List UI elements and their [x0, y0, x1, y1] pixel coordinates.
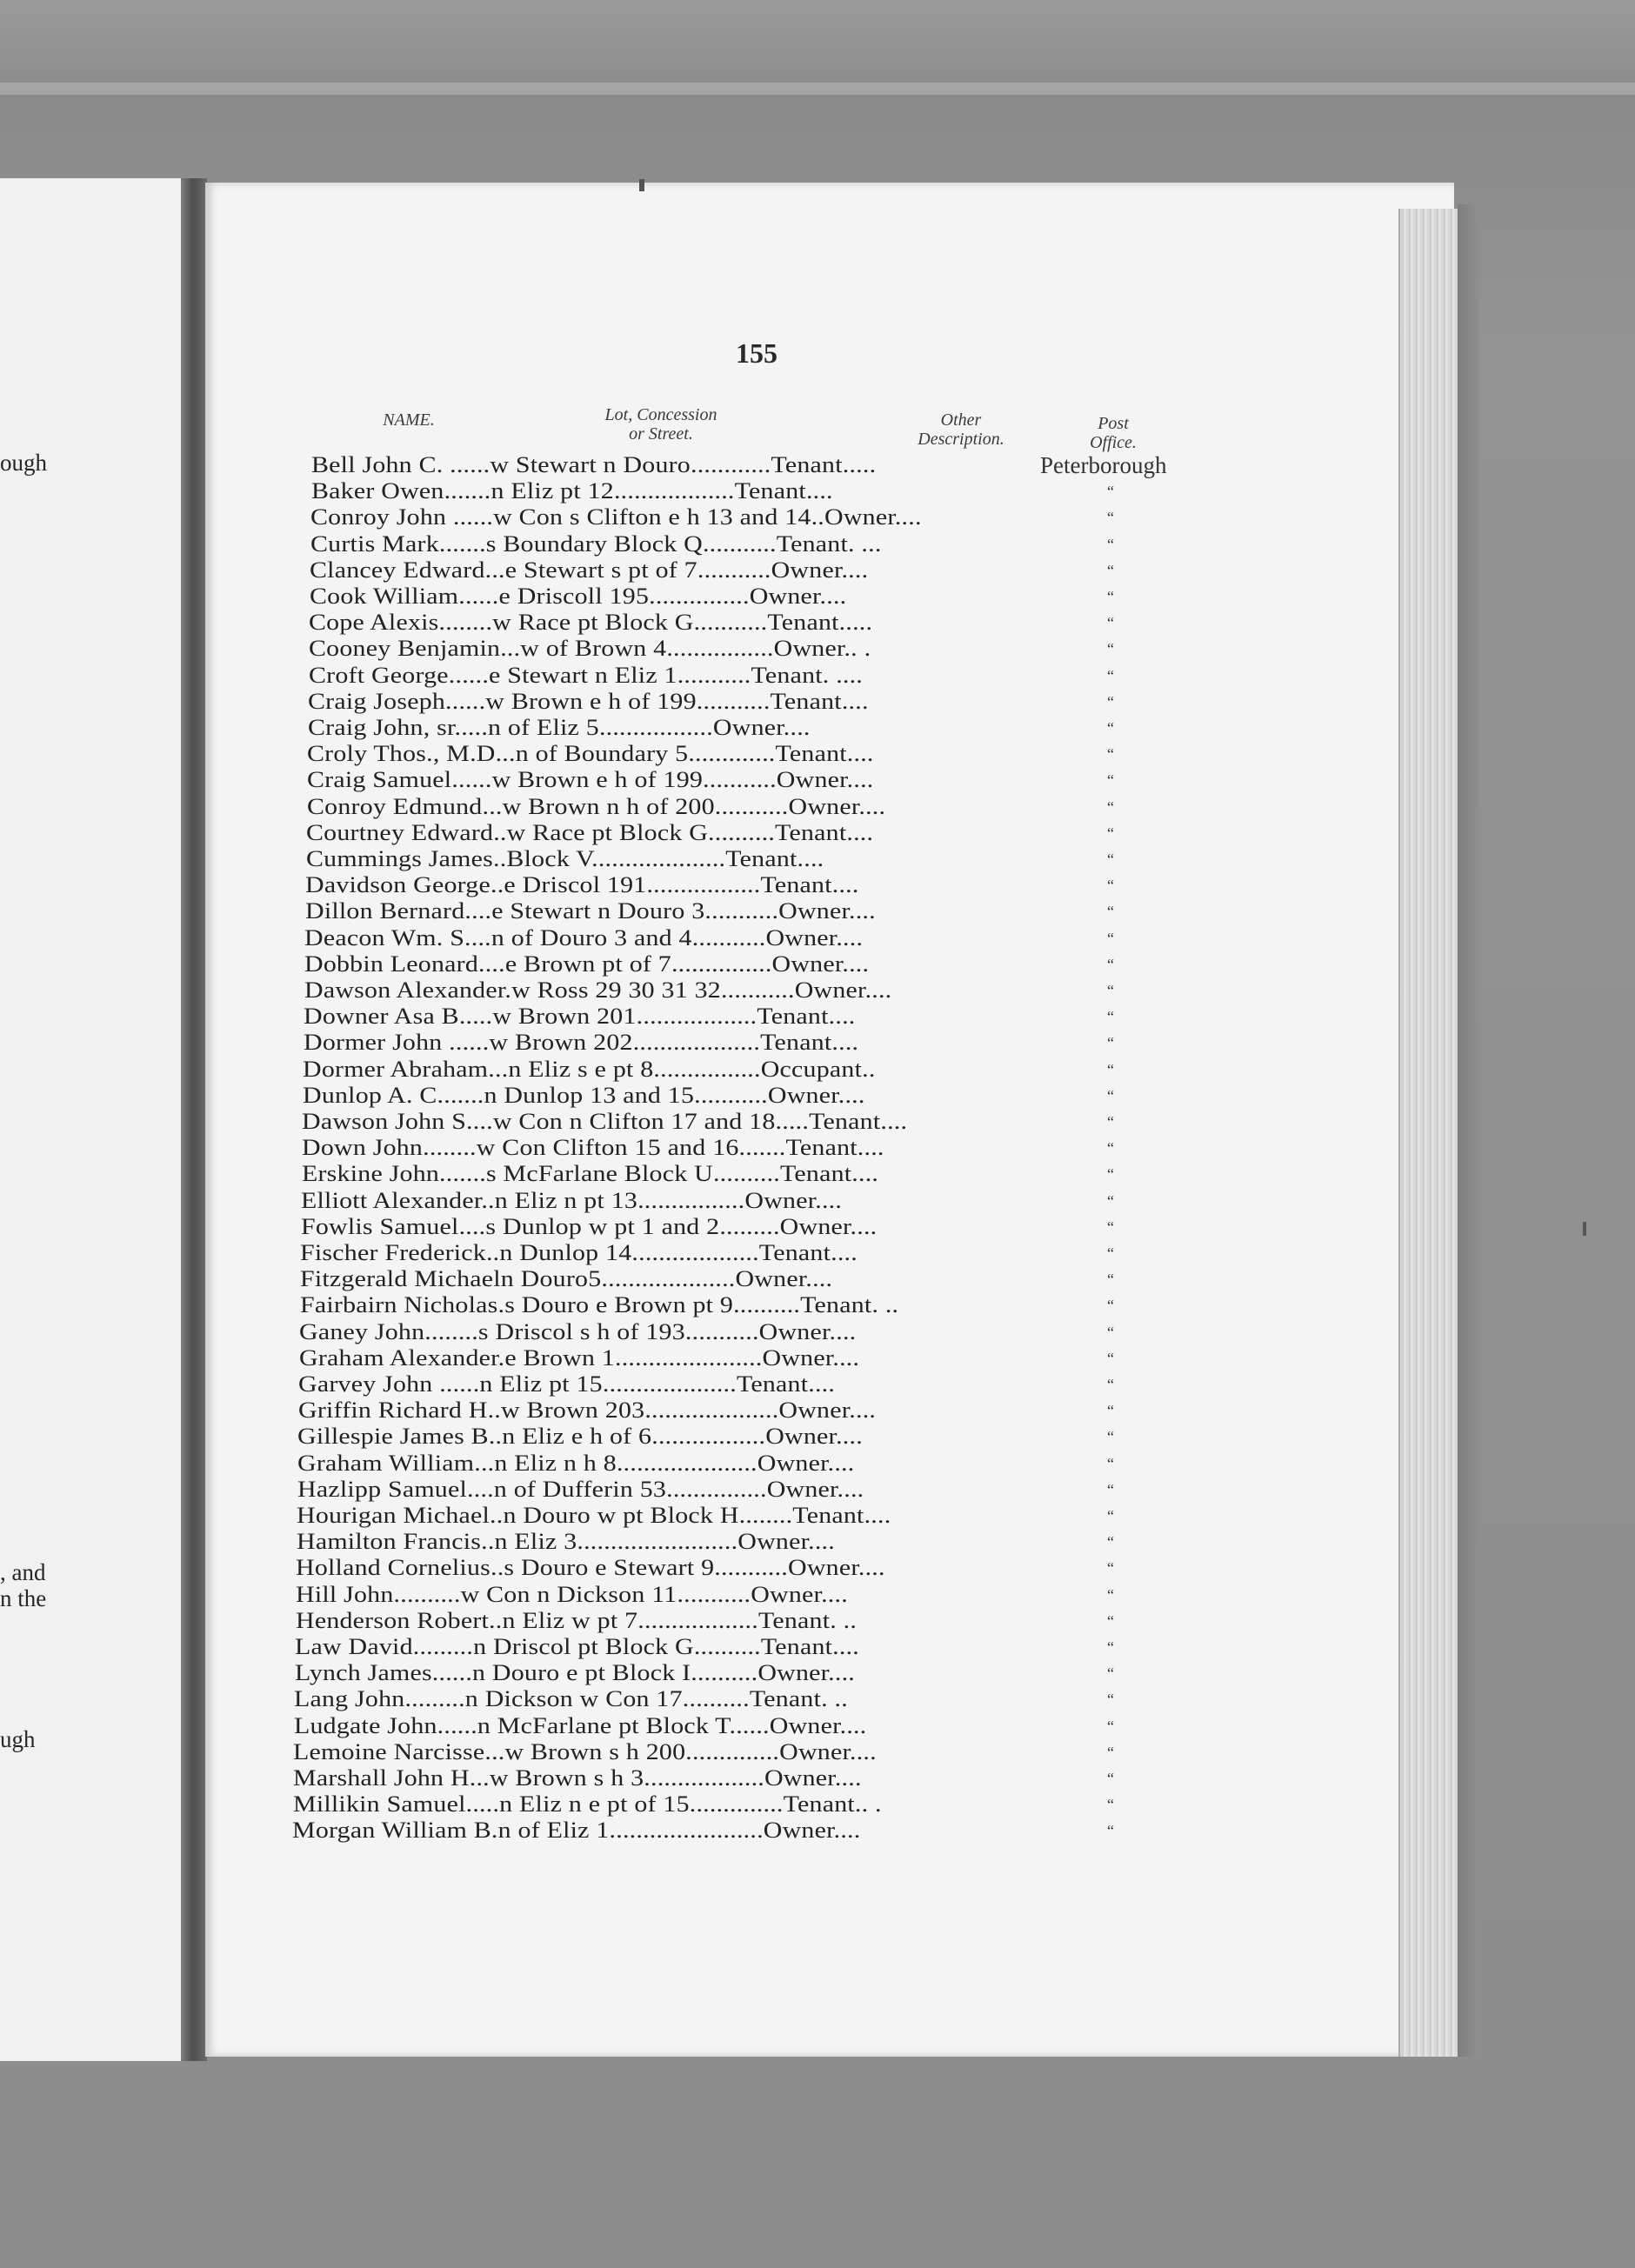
- entry-text: Fischer Frederick..n Dunlop 14...................Tenant....: [300, 1240, 858, 1265]
- post-office: “: [1107, 509, 1114, 526]
- entry-text: Cummings James..Block V....................Tenant....: [306, 846, 824, 871]
- post-office: Peterborough: [1040, 452, 1167, 478]
- post-office: “: [1107, 1008, 1114, 1025]
- directory-row: [311, 452, 1167, 478]
- entry-text: Hourigan Michael..n Douro w pt Block H........Tenant....: [297, 1503, 891, 1528]
- directory-row: [307, 794, 1114, 820]
- directory-row: [304, 1030, 1114, 1056]
- entry-text: Dormer John ......w Brown 202...................Tenant....: [304, 1030, 859, 1055]
- post-office: “: [1107, 1192, 1114, 1210]
- post-office: “: [1107, 1324, 1114, 1341]
- post-office: “: [1107, 745, 1114, 763]
- left-page-fragment: ugh: [0, 1726, 36, 1752]
- directory-row: [304, 1004, 1114, 1030]
- post-office: “: [1107, 719, 1114, 737]
- directory-row: [293, 1765, 1114, 1791]
- post-office: “: [1107, 771, 1114, 789]
- entry-text: Craig Samuel......w Brown e h of 199...........Owner....: [307, 767, 874, 792]
- scan-band: [0, 83, 1635, 95]
- directory-row: [308, 689, 1114, 715]
- post-office: “: [1107, 930, 1114, 947]
- post-office: “: [1107, 1218, 1114, 1236]
- directory-row: [304, 951, 1114, 977]
- header-post-line1: Post: [1098, 414, 1129, 433]
- post-office: “: [1107, 850, 1114, 868]
- directory-row: [305, 898, 1114, 924]
- post-office: “: [1107, 1034, 1114, 1051]
- post-office: “: [1107, 1718, 1114, 1735]
- entry-text: Marshall John H...w Brown s h 3..................Owner....: [293, 1765, 862, 1791]
- directory-row: [297, 1503, 1114, 1529]
- directory-row: [297, 1529, 1114, 1555]
- post-office: “: [1107, 1165, 1114, 1183]
- post-office: “: [1107, 903, 1114, 920]
- post-office: “: [1107, 1533, 1114, 1551]
- directory-row: [307, 741, 1114, 767]
- post-office: “: [1107, 877, 1114, 894]
- entry-text: Fairbairn Nicholas.s Douro e Brown pt 9..........Tenant. ..: [300, 1292, 899, 1317]
- post-office: “: [1107, 1244, 1114, 1262]
- directory-row: [293, 1791, 1114, 1818]
- entry-text: Conroy Edmund...w Brown n h of 200...........Owner....: [307, 794, 886, 819]
- post-office: “: [1107, 640, 1114, 657]
- page-number: 155: [736, 337, 777, 369]
- entry-text: Clancey Edward...e Stewart s pt of 7...........Owner....: [310, 557, 869, 583]
- entry-text: Croft George......e Stewart n Eliz 1...........Tenant. ....: [309, 663, 864, 688]
- post-office: “: [1107, 1376, 1114, 1393]
- directory-row: [310, 531, 1114, 557]
- directory-row: [302, 1161, 1114, 1187]
- page-edges: [1398, 209, 1461, 2057]
- entry-text: Cook William......e Driscoll 195...............Owner....: [310, 584, 847, 609]
- directory-row: [310, 584, 1114, 610]
- directory-row: [296, 1608, 1114, 1634]
- directory-row: [303, 1083, 1114, 1109]
- column-header-other: [896, 410, 1026, 449]
- directory-row: [300, 1240, 1114, 1266]
- directory-row: [296, 1582, 1114, 1608]
- directory-row: [299, 1319, 1114, 1345]
- entry-text: Hazlipp Samuel....n of Dufferin 53...............Owner....: [297, 1477, 864, 1502]
- directory-row: [308, 715, 1114, 741]
- entry-text: Dormer Abraham...n Eliz s e pt 8................Occupant..: [303, 1057, 876, 1082]
- post-office: “: [1107, 1507, 1114, 1524]
- entry-text: Hamilton Francis..n Eliz 3........................Owner....: [297, 1529, 835, 1554]
- post-office: “: [1107, 614, 1114, 631]
- directory-row: [311, 478, 1114, 504]
- entry-text: Dawson Alexander.w Ross 29 30 31 32...........Owner....: [304, 977, 892, 1003]
- directory-row: [302, 1135, 1114, 1161]
- left-page-fragment: ough: [0, 450, 47, 476]
- post-office: “: [1107, 1559, 1114, 1577]
- directory-row: [295, 1660, 1114, 1686]
- header-name-label: NAME.: [383, 410, 435, 430]
- post-office: “: [1107, 1664, 1114, 1682]
- post-office: “: [1107, 1612, 1114, 1630]
- directory-row: [304, 977, 1114, 1004]
- entry-text: Curtis Mark.......s Boundary Block Q...........Tenant. ...: [310, 531, 882, 557]
- entry-text: Henderson Robert..n Eliz w pt 7..................Tenant. ..: [296, 1608, 858, 1633]
- directory-row: [298, 1397, 1114, 1424]
- header-post-line2: Office.: [1090, 433, 1137, 452]
- left-facing-page: [0, 178, 185, 2061]
- entry-text: Gillespie James B..n Eliz e h of 6.................Owner....: [297, 1424, 863, 1449]
- post-office: “: [1107, 1087, 1114, 1104]
- entry-text: Garvey John ......n Eliz pt 15....................Tenant....: [298, 1371, 836, 1397]
- directory-row: [294, 1713, 1114, 1739]
- entry-text: Cooney Benjamin...w of Brown 4................Owner.. .: [309, 636, 871, 661]
- post-office: “: [1107, 1428, 1114, 1445]
- directory-row: [300, 1266, 1114, 1292]
- post-office: “: [1107, 1297, 1114, 1314]
- entry-text: Millikin Samuel.....n Eliz n e pt of 15..............Tenant.. .: [293, 1791, 882, 1817]
- entry-text: Griffin Richard H..w Brown 203....................Owner....: [298, 1397, 877, 1423]
- directory-row: [305, 872, 1114, 898]
- post-office: “: [1107, 982, 1114, 999]
- post-office: “: [1107, 824, 1114, 842]
- directory-row: [301, 1188, 1114, 1214]
- post-office: “: [1107, 1061, 1114, 1078]
- post-office: “: [1107, 693, 1114, 710]
- post-office: “: [1107, 562, 1114, 579]
- directory-row: [297, 1451, 1114, 1477]
- entry-text: Graham William...n Eliz n h 8.....................Owner....: [297, 1451, 855, 1476]
- post-office: “: [1107, 798, 1114, 816]
- directory-row: [303, 1057, 1114, 1083]
- directory-row: [306, 820, 1114, 846]
- entry-text: Lang John.........n Dickson w Con 17..........Tenant. ..: [294, 1686, 848, 1711]
- directory-row: [302, 1109, 1114, 1135]
- header-lot-line1: Lot, Concession: [604, 405, 717, 424]
- post-office: “: [1107, 1271, 1114, 1288]
- directory-row: [306, 846, 1114, 872]
- entry-text: Downer Asa B.....w Brown 201..................Tenant....: [304, 1004, 856, 1029]
- entry-text: Graham Alexander.e Brown 1......................Owner....: [299, 1345, 860, 1371]
- post-office: “: [1107, 956, 1114, 973]
- entry-text: Craig John, sr.....n of Eliz 5.................Owner....: [308, 715, 811, 740]
- directory-row: [309, 610, 1114, 636]
- post-office: “: [1107, 1481, 1114, 1498]
- entry-text: Dunlop A. C.......n Dunlop 13 and 15...........Owner....: [303, 1083, 865, 1108]
- entry-text: Law David.........n Driscol pt Block G..........Tenant....: [295, 1634, 860, 1659]
- header-other-line1: Other: [940, 410, 982, 430]
- left-page-fragment: , and: [0, 1559, 46, 1585]
- post-office: “: [1107, 588, 1114, 605]
- directory-row: [292, 1818, 1114, 1844]
- post-office: “: [1107, 1586, 1114, 1604]
- scan-speck: [639, 179, 644, 191]
- directory-row: [304, 925, 1114, 951]
- entry-text: Lemoine Narcisse...w Brown s h 200..............Owner....: [293, 1739, 877, 1764]
- entry-text: Dillon Bernard....e Stewart n Douro 3...........Owner....: [305, 898, 876, 924]
- directory-row: [295, 1634, 1114, 1660]
- entry-text: Deacon Wm. S....n of Douro 3 and 4...........Owner....: [304, 925, 864, 951]
- entry-text: Ganey John........s Driscol s h of 193...........Owner....: [299, 1319, 857, 1344]
- directory-row: [307, 767, 1114, 793]
- post-office: “: [1107, 1822, 1114, 1839]
- post-office: “: [1107, 1744, 1114, 1761]
- directory-row: [293, 1739, 1114, 1765]
- post-office: “: [1107, 1139, 1114, 1157]
- directory-row: [297, 1424, 1114, 1450]
- entry-text: Bell John C. ......w Stewart n Douro............Tenant.....: [311, 452, 877, 477]
- header-other-line2: Description.: [918, 430, 1004, 449]
- entry-text: Fitzgerald Michaeln Douro5....................Owner....: [300, 1266, 833, 1291]
- entry-text: Croly Thos., M.D...n of Boundary 5.............Tenant....: [307, 741, 874, 766]
- post-office: “: [1107, 1455, 1114, 1472]
- entry-text: Dobbin Leonard....e Brown pt of 7...............Owner....: [304, 951, 870, 977]
- entry-text: Fowlis Samuel....s Dunlop w pt 1 and 2.........Owner....: [301, 1214, 878, 1239]
- directory-row: [309, 663, 1114, 689]
- page-edge-shadow: [1458, 204, 1478, 2057]
- directory-row: [309, 636, 1114, 662]
- directory-row: [310, 557, 1114, 584]
- post-office: “: [1107, 1402, 1114, 1419]
- scan-speck: [1583, 1222, 1586, 1236]
- post-office: “: [1107, 483, 1114, 500]
- column-header-name: [348, 410, 470, 430]
- directory-row: [310, 504, 1114, 530]
- entry-text: Craig Joseph......w Brown e h of 199...........Tenant....: [308, 689, 869, 714]
- entry-text: Conroy John ......w Con s Clifton e h 13 and 14..Owner....: [310, 504, 922, 530]
- entry-text: Cope Alexis........w Race pt Block G...........Tenant.....: [309, 610, 873, 635]
- entry-text: Ludgate John......n McFarlane pt Block T......Owner....: [294, 1713, 867, 1738]
- directory-row: [299, 1345, 1114, 1371]
- left-page-fragment: n the: [0, 1585, 47, 1611]
- entry-text: Erskine John.......s McFarlane Block U..........Tenant....: [302, 1161, 879, 1186]
- post-office: “: [1107, 1796, 1114, 1813]
- entry-text: Lynch James......n Douro e pt Block I..........Owner....: [295, 1660, 856, 1685]
- entry-text: Elliott Alexander..n Eliz n pt 13................Owner....: [301, 1188, 843, 1213]
- post-office: “: [1107, 536, 1114, 553]
- column-header-lot: [557, 405, 765, 444]
- entry-text: Baker Owen.......n Eliz pt 12..................Tenant....: [311, 478, 833, 504]
- entry-text: Courtney Edward..w Race pt Block G..........Tenant....: [306, 820, 874, 845]
- column-header-post: [1070, 414, 1157, 452]
- entry-text: Dawson John S....w Con n Clifton 17 and 18.....Tenant....: [302, 1109, 908, 1134]
- directory-row: [301, 1214, 1114, 1240]
- entry-text: Morgan William B.n of Eliz 1.......................Owner....: [292, 1818, 861, 1843]
- directory-row: [297, 1477, 1114, 1503]
- post-office: “: [1107, 1350, 1114, 1367]
- entry-text: Davidson George..e Driscol 191.................Tenant....: [305, 872, 859, 897]
- post-office: “: [1107, 1691, 1114, 1708]
- post-office: “: [1107, 667, 1114, 684]
- entry-text: Down John........w Con Clifton 15 and 16.......Tenant....: [302, 1135, 884, 1160]
- post-office: “: [1107, 1770, 1114, 1787]
- directory-row: [300, 1292, 1114, 1318]
- post-office: “: [1107, 1638, 1114, 1656]
- post-office: “: [1107, 1113, 1114, 1131]
- entry-text: Hill John..........w Con n Dickson 11...........Owner....: [296, 1582, 848, 1607]
- directory-row: [296, 1555, 1114, 1581]
- directory-row: [298, 1371, 1114, 1397]
- entry-text: Holland Cornelius..s Douro e Stewart 9...........Owner....: [296, 1555, 885, 1580]
- book-gutter: [181, 178, 207, 2061]
- directory-row: [294, 1686, 1114, 1712]
- header-lot-line2: or Street.: [629, 424, 693, 444]
